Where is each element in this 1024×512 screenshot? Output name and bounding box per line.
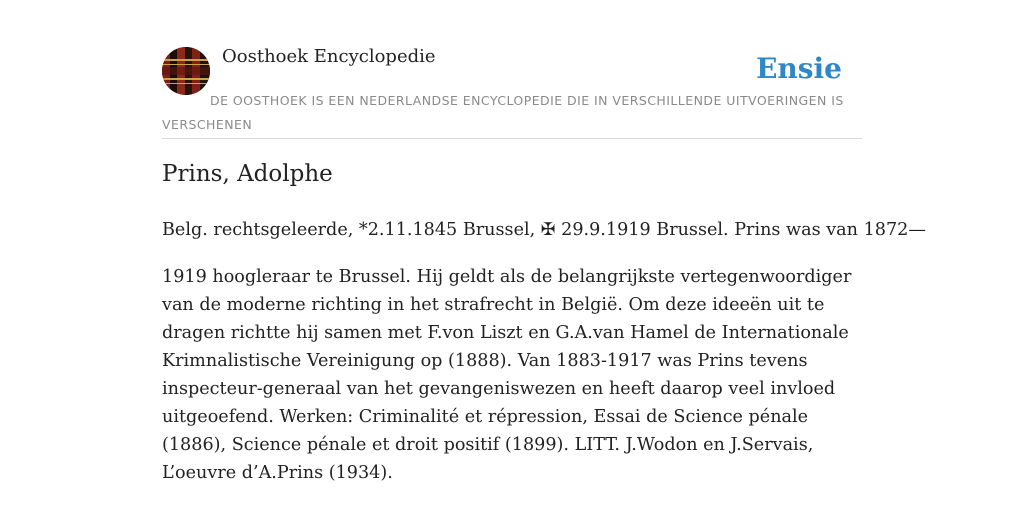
header-divider	[162, 138, 862, 139]
article-title: Prins, Adolphe	[162, 161, 333, 187]
encyclopedia-avatar[interactable]	[162, 47, 210, 95]
article-paragraph-1: Belg. rechtsgeleerde, *2.11.1845 Brussel, ✠ 29.9.1919 Brussel. Prins was van 1872—	[162, 220, 926, 240]
book-spines-icon	[162, 47, 210, 95]
article-paragraph-2: 1919 hoogleraar te Brussel. Hij geldt als de belangrijkste vertegenwoordiger van de moderne richting in het strafrecht in België. Om deze ideeën uit te dragen richtte hij samen met F.von Liszt en G.A.van Hamel de Internationale Krimnalistische Vereinigung op (1888). Van 1883-1917 was Prins tevens inspecteur-generaal van het gevangeniswezen en heeft daarop veel invloed uitgeoefend. Werken: Criminalité et répression, Essai de Science pénale (1886), Science pénale et droit positif (1899). LITT. J.Wodon en J.Servais, L’oeuvre d’A.Prins (1934).	[162, 267, 852, 483]
site-tagline: DE OOSTHOEK IS EEN NEDERLANDSE ENCYCLOPEDIE DIE IN VERSCHILLENDE UITVOERINGEN IS VERSCHENEN	[162, 93, 844, 132]
ensie-logo[interactable]: Ensie	[756, 52, 842, 85]
site-name[interactable]: Oosthoek Encyclopedie	[222, 46, 436, 67]
